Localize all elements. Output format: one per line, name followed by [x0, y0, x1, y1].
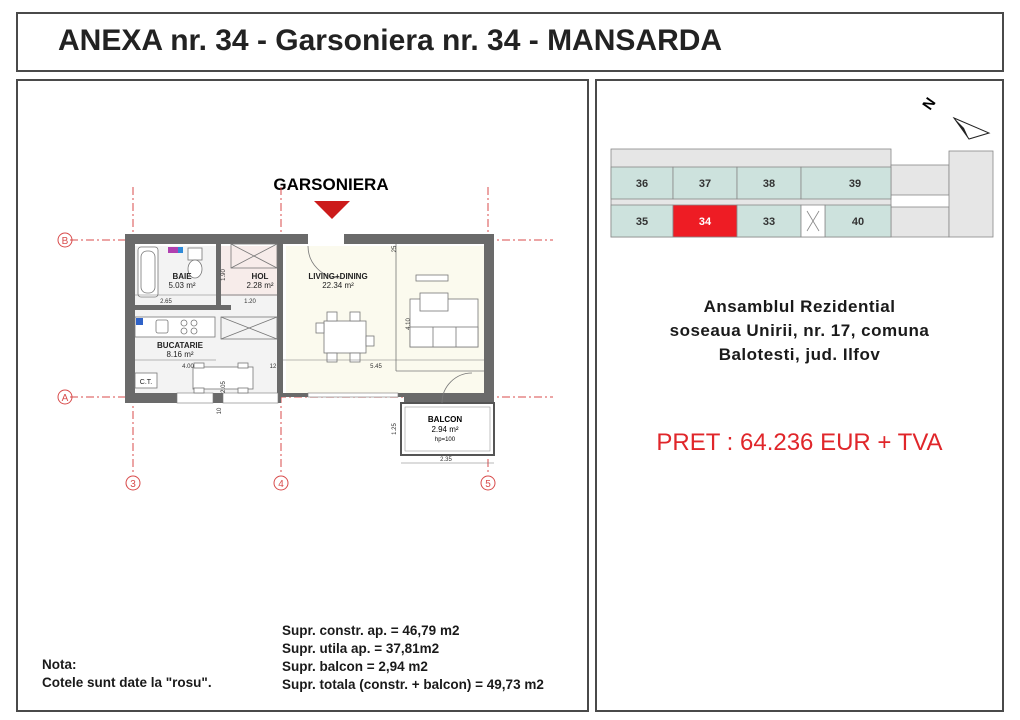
title-box [16, 12, 1004, 72]
address-line: Ansamblul Rezidential [703, 297, 896, 316]
room-name-living: LIVING+DINING [308, 272, 368, 281]
unit-label: 40 [851, 216, 865, 228]
floor-plan-drawing [18, 81, 587, 710]
stat-totala: Supr. totala (constr. + balcon) = 49,73 m2 [282, 677, 544, 692]
dim-label: 10 [217, 407, 223, 415]
address-block [597, 295, 1002, 367]
grid-label-4: 4 [278, 479, 284, 490]
note-text: Cotele sunt date la "rosu". [42, 675, 212, 690]
floor-plan-panel [16, 79, 589, 712]
dim-label: 2.35 [440, 457, 452, 463]
room-area-living: 22.34 m² [322, 281, 354, 290]
dim-label: 1.20 [244, 299, 256, 305]
grid-label-5: 5 [485, 479, 491, 490]
address-line: soseaua Unirii, nr. 17, comuna [669, 321, 930, 340]
dim-label: 4.10 [406, 318, 412, 330]
unit-label-highlighted: 34 [698, 216, 712, 228]
unit-39 [801, 167, 891, 199]
dim-label: 2.65 [160, 299, 172, 305]
ct-label: C.T. [139, 379, 153, 386]
plan-heading: GARSONIERA [273, 175, 389, 194]
north-arrow-icon [954, 118, 989, 139]
grid-label-b: B [61, 236, 69, 247]
room-name-balcon: BALCON [427, 415, 463, 424]
room-area-hol: 2.28 m² [246, 281, 274, 290]
address-line: Balotesti, jud. Ilfov [718, 345, 881, 364]
dim-label: 12 [269, 364, 277, 370]
grid-label-3: 3 [130, 479, 136, 490]
info-panel [595, 79, 1004, 712]
dim-label: 4.00 [182, 364, 194, 370]
note-label: Nota: [42, 657, 77, 672]
unit-label: 38 [762, 178, 776, 190]
dim-label: 1.90 [221, 269, 227, 281]
area-stats [282, 622, 544, 694]
room-name-bucatarie: BUCATARIE [157, 341, 203, 350]
stat-constr: Supr. constr. ap. = 46,79 m2 [282, 623, 460, 638]
entrance-marker [314, 201, 350, 219]
room-name-hol: HOL [251, 272, 269, 281]
price-label: PRET : 64.236 EUR + TVA [656, 429, 943, 456]
room-area-bucatarie: 8.16 m² [166, 350, 194, 359]
dim-label: 2.05 [221, 381, 227, 393]
grid-label-a: A [61, 393, 69, 404]
room-name-baie: BAIE [172, 272, 192, 281]
unit-label: 33 [762, 216, 776, 228]
unit-label: 39 [848, 178, 862, 190]
unit-label: 35 [635, 216, 649, 228]
north-label: N [919, 94, 940, 114]
unit-label: 37 [698, 178, 712, 190]
dim-label: 5.45 [370, 364, 382, 370]
dim-label: 25 [392, 245, 398, 253]
stat-balcon: Supr. balcon = 2,94 m2 [282, 659, 428, 674]
stat-utila: Supr. utila ap. = 37,81m2 [282, 641, 440, 656]
room-area-baie: 5.03 m² [168, 281, 196, 290]
balcon-note: hp=100 [434, 437, 456, 443]
unit-label: 36 [635, 178, 649, 190]
location-plan [597, 81, 1002, 281]
dim-label: 1.25 [392, 423, 398, 435]
note-block [42, 656, 212, 692]
room-area-balcon: 2.94 m² [431, 425, 459, 434]
page-title: ANEXA nr. 34 - Garsoniera nr. 34 - MANSARDA [58, 24, 723, 57]
